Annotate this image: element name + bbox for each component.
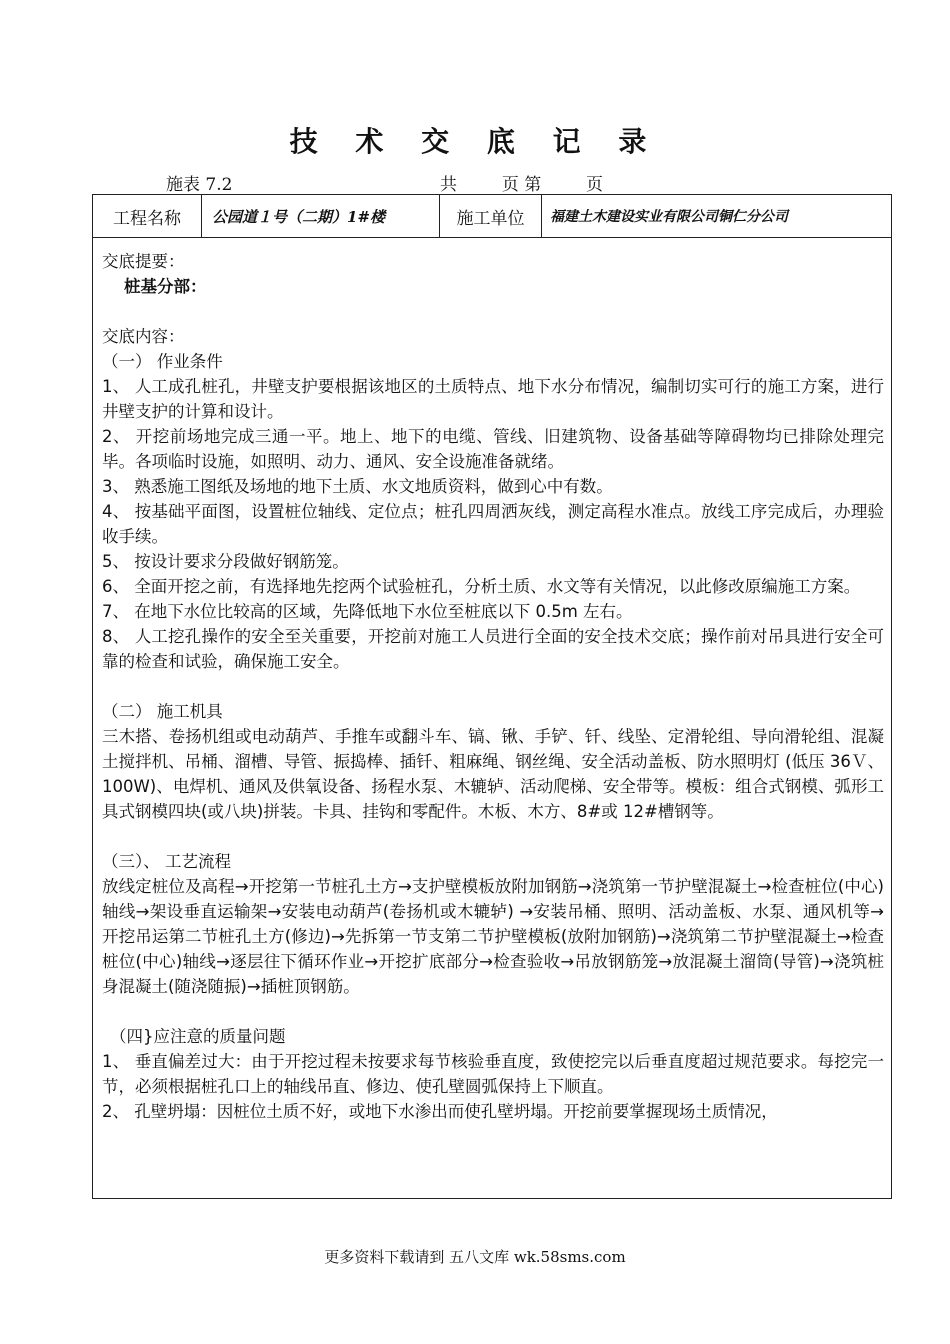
section-1-title: （一） 作业条件 bbox=[102, 352, 223, 371]
pages-mid-label: 页 第 bbox=[501, 175, 542, 195]
document-title: 技 术 交 底 记 录 bbox=[289, 125, 661, 158]
content-box bbox=[92, 237, 892, 1199]
footer-text: 更多资料下载请到 五八文库 wk.58sms.com bbox=[324, 1248, 626, 1266]
section-1-item: 8、 人工挖孔操作的安全至关重要，开挖前对施工人员进行全面的安全技术交底；操作前对吊具进行安全可靠的检查和试验，确保施工安全。 bbox=[102, 627, 884, 671]
section-3-text: 放线定桩位及高程→开挖第一节桩孔土方→支护壁模板放附加钢筋→浇筑第一节护壁混凝土→检查桩位(中心)轴线→架设垂直运输架→安装电动葫芦(卷扬机或木辘轳) →安装吊桶、照明、活动盖板、水泵、通风机等→开挖吊运第二节桩孔土方(修边)→先拆第一节支第二节护壁模板(放附加钢筋)→浇筑第二节护壁混凝土→检查桩位(中心)轴线→逐层往下循环作业→开挖扩底部分→检查验收→吊放钢筋笼→放混凝土溜筒(导管)→浇筑桩身混凝土(随浇随振)→插桩顶钢筋。 bbox=[102, 877, 884, 996]
content-label: 交底内容： bbox=[102, 327, 185, 346]
section-2-text: 三木搭、卷扬机组或电动葫芦、手推车或翻斗车、镐、锹、手铲、钎、线坠、定滑轮组、导向滑轮组、混凝土搅拌机、吊桶、溜槽、导管、振捣棒、插钎、粗麻绳、钢丝绳、安全活动盖板、防水照明灯 (低压 36Ｖ、100W)、电焊机、通风及供氧设备、扬程水泵、木辘轳、活动爬梯、安全带等。模板：组合式钢模、弧形工具式钢模四块(或八块)拼装。卡具、挂钩和零配件。木板、木方、8#或 12#槽钢等。 bbox=[102, 727, 884, 821]
section-1-item: 1、 人工成孔桩孔，井壁支护要根据该地区的土质特点、地下水分布情况，编制切实可行的施工方案，进行井壁支护的计算和设计。 bbox=[102, 377, 884, 421]
form-number: 施表 7.2 bbox=[166, 175, 233, 195]
project-name-value: 公园道１号（二期）1#楼 bbox=[202, 195, 440, 237]
section-1-item: 3、 熟悉施工图纸及场地的地下土质、水文地质资料，做到心中有数。 bbox=[102, 477, 613, 496]
section-3-title: （三）、 工艺流程 bbox=[102, 852, 231, 871]
pages-total-label: 共 bbox=[440, 175, 457, 195]
section-2-title: （二） 施工机具 bbox=[102, 702, 223, 721]
summary-value: 桩基分部： bbox=[124, 277, 207, 296]
construction-unit-value: 福建土木建设实业有限公司铜仁分公司 bbox=[550, 209, 788, 225]
section-4-title: （四}应注意的质量问题 bbox=[110, 1027, 286, 1046]
section-1-item: 2、 开挖前场地完成三通一平。地上、地下的电缆、管线、旧建筑物、设备基础等障碍物均已排除处理完毕。各项临时设施，如照明、动力、通风、安全设施准备就绪。 bbox=[102, 427, 884, 471]
construction-unit-label: 施工单位 bbox=[440, 195, 542, 237]
page-count bbox=[440, 170, 603, 195]
section-1-item: 5、 按设计要求分段做好钢筋笼。 bbox=[102, 552, 349, 571]
section-1-item: 6、 全面开挖之前，有选择地先挖两个试验桩孔，分析土质、水文等有关情况，以此修改原编施工方案。 bbox=[102, 577, 861, 596]
section-4-item: 2、 孔壁坍塌：因桩位土质不好，或地下水渗出而使孔壁坍塌。开挖前要掌握现场土质情况， bbox=[102, 1102, 778, 1121]
project-name-label: 工程名称 bbox=[93, 195, 202, 237]
pages-end-label: 页 bbox=[586, 175, 604, 195]
section-1-item: 7、 在地下水位比较高的区域，先降低地下水位至桩底以下 0.5m 左右。 bbox=[102, 602, 633, 621]
section-1-item: 4、 按基础平面图，设置桩位轴线、定位点；桩孔四周洒灰线，测定高程水准点。放线工序完成后，办理验收手续。 bbox=[102, 502, 884, 546]
header-table bbox=[92, 194, 892, 238]
section-4-item: 1、 垂直偏差过大：由于开挖过程未按要求每节核验垂直度，致使挖完以后垂直度超过规范要求。每挖完一节，必须根据桩孔口上的轴线吊直、修边、使孔壁圆弧保持上下顺直。 bbox=[102, 1052, 884, 1096]
content-body bbox=[102, 249, 884, 1124]
summary-label: 交底提要： bbox=[102, 252, 185, 271]
